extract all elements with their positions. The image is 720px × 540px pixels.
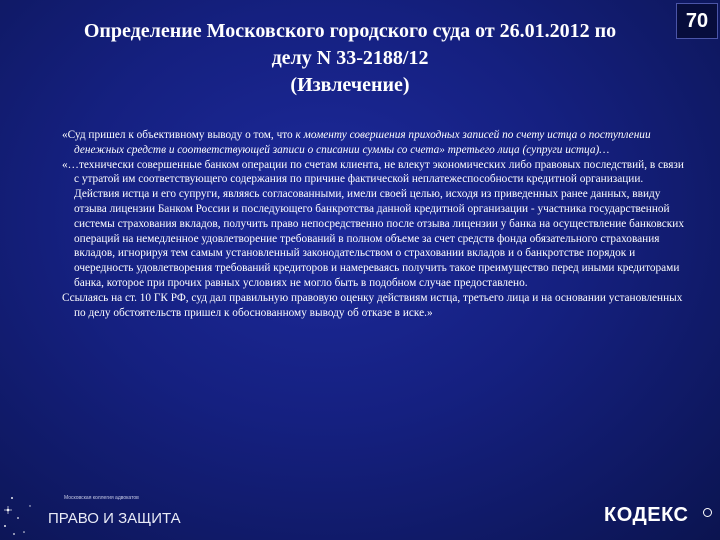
registered-mark-icon — [703, 508, 712, 517]
paragraph-2: «…технически совершенные банком операции по счетам клиента, не влекут экономических либо правовых последствий, в связи с утратой им соответствующего содержания по причине фактической неплатежеспособности кредитной организации. Действия истца и его супруги, являясь согласованными, имели своей целью, исходя из приведенных ранее данных, ввиду отзыва лицензии Банком России и последующего банкротства данной кредитной организации - участника государственной системы страхования вкладов, получить право непосредственно после отзыва лицензии у банка на осуществление банковских операций на немедленное удовлетворение требований в полном объеме за счет средств фонда обязательного страхования вкладов, игнорируя тем самым установленный законодательством о страховании вкладов и о банкротстве порядок и очередность удовлетворения требований кредиторов и намереваясь получить такое преимущество перед иными кредиторами банка, которое при прочих равных условиях не могло быть в подобном случае предоставлено. — [62, 158, 684, 289]
paragraph-1 — [42, 128, 690, 158]
title-line-2: делу N 33-2188/12 — [271, 47, 429, 69]
footer-org-name: ПРАВО И ЗАЩИТА — [48, 510, 181, 527]
slide-number-badge: 70 — [676, 3, 718, 39]
paragraph-1-lead: «Суд пришел к объективному выводу о том, что — [62, 129, 296, 141]
paragraph-3: Ссылаясь на ст. 10 ГК РФ, суд дал правильную правовую оценку действиям истца, третьего лица и на основании установленных по делу обстоятельств пришел к обоснованному выводу об отказе в иске.» — [62, 291, 683, 319]
paragraph-1-italic: к моменту совершения приходных записей по счету истца о поступлении денежных средств и соответствующей записи о списании суммы со счета» третьего лица (супруги истца)… — [74, 129, 651, 156]
footer-org-small: Московская коллегия адвокатов — [64, 495, 139, 501]
title-line-1: Определение Московского городского суда от 26.01.2012 по — [83, 20, 617, 42]
slide-body — [42, 128, 690, 320]
slide-title — [30, 18, 670, 99]
kodeks-logo: КОДЕКС — [604, 504, 689, 526]
title-line-3: (Извлечение) — [290, 74, 410, 96]
